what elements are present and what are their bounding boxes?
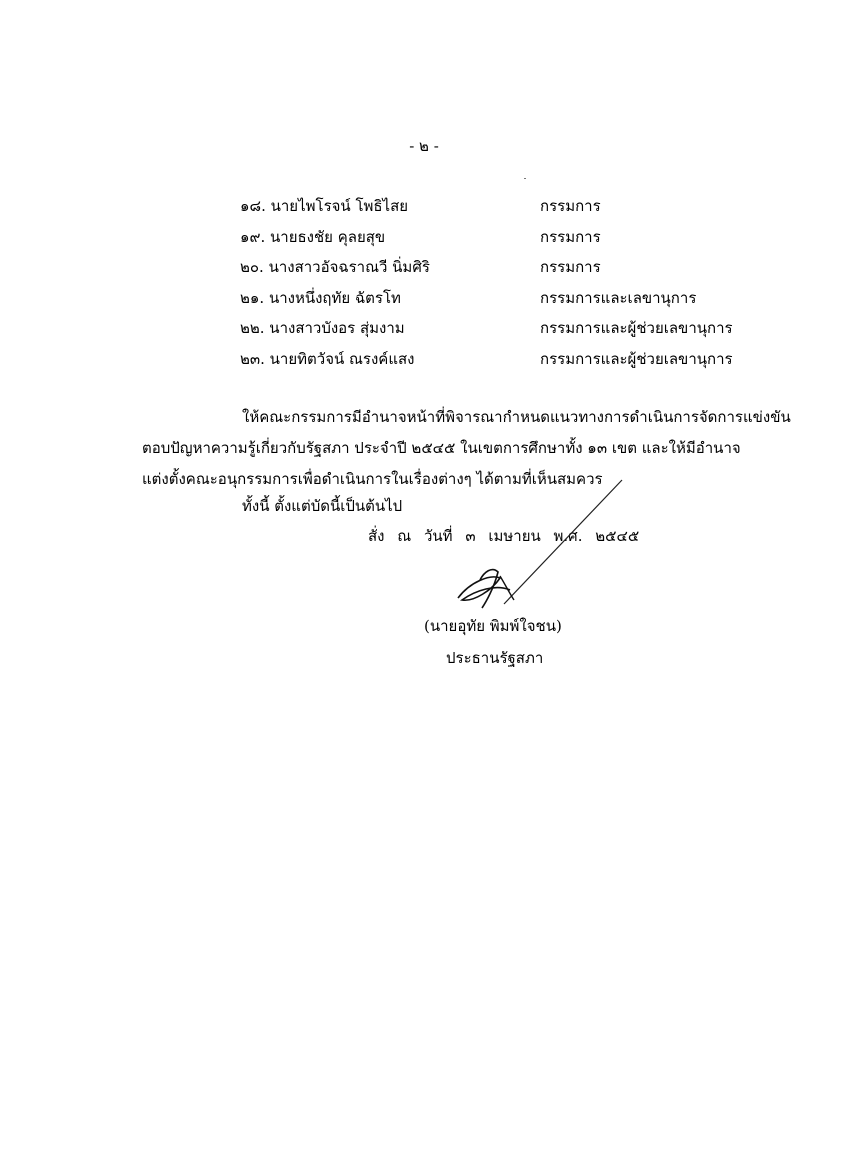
member-row (240, 255, 760, 286)
order-year: ๒๕๔๕ (595, 527, 640, 545)
member-name: ๑๙. นายธงชัย คุลยสุข (240, 227, 386, 246)
signer-title: ประธานรัฐสภา (446, 649, 544, 667)
order-era: พ.ศ. (553, 527, 583, 545)
member-name: ๒๓. นายทิตวัจน์ ณรงค์แสง (240, 349, 415, 368)
member-row (240, 316, 760, 347)
member-name: ๑๘. นายไพโรจน์ โพธิไสย (240, 197, 409, 215)
paragraph-line: ตอบปัญหาความรู้เกี่ยวกับรัฐสภา ประจำปี ๒๕๔๕ ในเขตการศึกษาทั้ง ๑๓ เขต และให้มีอำนาจ (142, 439, 741, 457)
effective-clause: ทั้งนี้ ตั้งแต่บัดนี้เป็นต้นไป (242, 497, 403, 515)
member-role: กรรมการและเลขานุการ (540, 288, 697, 307)
member-row (240, 286, 760, 317)
member-name: ๒๑. นางหนึ่งฤทัย ฉัตรโท (240, 288, 401, 307)
member-role: กรรมการ (540, 258, 601, 277)
page-number: - ๒ - (409, 137, 439, 155)
member-role: กรรมการและผู้ช่วยเลขานุการ (540, 319, 733, 338)
member-role: กรรมการและผู้ช่วยเลขานุการ (540, 349, 733, 368)
order-day: ๓ (465, 527, 476, 545)
handwritten-signature (440, 478, 630, 618)
member-name: ๒๐. นางสาวอัจฉราณวี นิ่มศิริ (240, 258, 430, 277)
member-row (240, 194, 760, 225)
scan-speck (524, 178, 526, 179)
committee-member-list (240, 194, 760, 378)
member-row (240, 347, 760, 378)
order-at: ณ (397, 527, 412, 545)
member-role: กรรมการ (540, 197, 601, 215)
member-name: ๒๒. นางสาวบังอร สุ่มงาม (240, 319, 405, 338)
order-prefix: สั่ง (368, 527, 385, 545)
paragraph-line: ให้คณะกรรมการมีอำนาจหน้าที่พิจารณากำหนดแนวทางการดำเนินการจัดการแข่งขัน (242, 408, 791, 426)
signer-name: (นายอุทัย พิมพ์ใจชน) (424, 617, 562, 635)
order-month: เมษายน (488, 527, 541, 545)
paragraph-line: แต่งตั้งคณะอนุกรรมการเพื่อดำเนินการในเรื่องต่างๆ ได้ตามที่เห็นสมควร (142, 470, 603, 488)
order-day-label: วันที่ (423, 527, 453, 545)
member-role: กรรมการ (540, 227, 601, 246)
member-row (240, 225, 760, 256)
